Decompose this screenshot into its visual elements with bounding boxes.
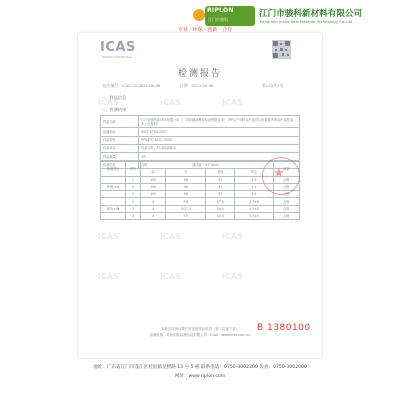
table-cell-a: 4 [141,198,166,205]
table-cell-c: 44.0 [206,205,235,212]
company-name-en: Jiangmen Junke New Material Technology Co.,Ltd [260,19,353,24]
table-cell-b: 98 [166,183,206,190]
table-cell-r: 合格 [273,191,299,198]
header-sample-no: 样号 [126,162,141,177]
info-key: 检测项目 [101,128,139,136]
info-row [101,116,300,128]
table-cell-a: 100 [141,183,166,190]
section-results-heading: 二、检测结果 [101,107,127,112]
table-cell-r: 合格 [273,198,299,205]
subheader-diff: 差值 [206,169,235,176]
watermark: ICAS [160,232,181,241]
watermark: ICAS [222,232,243,241]
table-cell-a: 4 [141,205,166,212]
report-agency-note: 检测机构：苏州国际检测认证有限公司 · ICAS · www.icas.com.cn [149,333,251,337]
info-key: 检测结论 [101,161,139,169]
table-cell-g: 外观 1:8 [101,183,126,190]
seal-star-icon: ★ [273,166,285,181]
header-measure: 测试值（±7°/mm） [141,162,274,169]
table-cell-n: 2 [126,183,141,190]
table-cell-g [101,176,126,183]
qr-code-graphic [272,40,291,59]
icas-logo: ICAS [100,40,136,55]
table-cell-r: 合格 [273,205,299,212]
report-serial-number: B 1380100 [257,323,311,333]
watermark: ICAS [160,98,181,107]
table-cell-a: 100 [141,191,166,198]
table-row [101,205,300,212]
info-value: 1件 [139,153,300,161]
table-cell-c: 97 [206,176,235,183]
table-cell-b: 7.5 [166,213,206,220]
table-cell-d: 1.5 [235,183,273,190]
info-key: 样品数量 [101,153,139,161]
table-cell-n: 3 [126,191,141,198]
table-cell-g [101,213,126,220]
company-logo [205,6,255,26]
company-tagline: 专业 · 环保 · 创新 · 合作 [178,27,233,33]
report-date-value: 2024-08-06 [191,83,214,88]
table-cell-d: 4.3±0 [235,213,273,220]
info-key: 样品状态 [101,144,139,152]
report-footnote: 本报告检测结果仅对送检样品负责（第二页接下页） [161,327,239,331]
header-group: 检测项目 [101,162,126,177]
table-cell-d: 4.3±0 [235,205,273,212]
logo-subtext: 江门市骏科 [208,17,228,22]
report-date [180,83,213,89]
info-key: 样品型号 [101,136,139,144]
watermark: ICAS [98,232,119,241]
icas-logo-subtitle: INTERCONTINENTAL [102,55,132,59]
table-cell-n: 1 [126,198,141,205]
table-cell-n: 3 [126,213,141,220]
table-cell-g: 颜色 L/N [101,205,126,212]
table-cell-d: 1.5 [235,176,273,183]
table-cell-g [101,198,126,205]
table-cell-d: 4.3±0 [235,198,273,205]
info-value: TPU系列 ATEC-3000 [139,136,300,144]
table-cell-b: 98 [166,191,206,198]
footer-contact: 地址：广东省江门市蓬江区杜阮镇龙榜路 13 号 5 栋 联系电话：0750-3002200 传真：0750-3002000 [93,365,307,370]
table-cell-c: 47.0 [206,198,235,205]
watermark: ICAS [98,272,119,281]
watermark: ICAS [222,272,243,281]
subheader-judge: 判定 [235,169,273,176]
table-cell-b: 2/37.4 [166,205,206,212]
info-row [101,144,300,152]
qr-code-icon [272,40,291,59]
info-value: 样品完好，符合检测要求 [139,144,300,152]
table-cell-d: 1.5 [235,191,273,198]
table-cell-b: 7.8 [166,198,206,205]
watermark: ICAS [98,98,119,107]
table-row [101,213,300,220]
watermark: ICAS [222,98,243,107]
subheader-before: 前 [141,169,166,176]
info-value: 合格 [139,161,300,169]
info-key: 样品名称 [101,116,139,128]
table-row [101,198,300,205]
header-result: 结果 [273,162,299,177]
table-cell-n: 1 [126,176,141,183]
logo-badge-icon [193,9,205,21]
report-number-label: 报告编号： [103,83,122,88]
table-cell-c: 44.0 [206,213,235,220]
table-cell-g [101,191,126,198]
logo-text: RIPLON [207,7,234,14]
table-cell-c: 97 [206,183,235,190]
report-number [103,83,160,89]
table-cell-b: 98 [166,176,206,183]
table-cell-n: 2 [126,205,141,212]
subheader-after: 后 [166,169,206,176]
watermark: ICAS [160,272,181,281]
section-sample-heading: 一、样品信息 [101,95,127,100]
table-cell-a: 4 [141,213,166,220]
info-value: GB/T 9754-2007 [139,128,300,136]
page-indicator: 第1页/共2页 [262,83,284,88]
company-name: 江门市骏科新材料有限公司 [259,9,363,19]
table-cell-r: 合格 [273,176,299,183]
report-date-label: 日期： [180,83,192,88]
report-title: 检测报告 [177,69,222,79]
table-cell-r: 合格 [273,183,299,190]
report-number-value: ICAS-24-0811-06-06 [121,83,161,88]
info-value: 江门市骏科新材料有限公司（二次印刷油墨检验流程报告用）（PP生产用阿克苏诺贝尔色浆系列所用色浆样品，未上色材料） [139,116,300,128]
info-row [101,136,300,144]
footer-website: 网址：www.riplon.com [174,374,226,379]
table-cell-c: 97 [206,191,235,198]
table-cell-a: 100 [141,176,166,183]
table-cell-r: 合格 [273,213,299,220]
info-row [101,128,300,136]
